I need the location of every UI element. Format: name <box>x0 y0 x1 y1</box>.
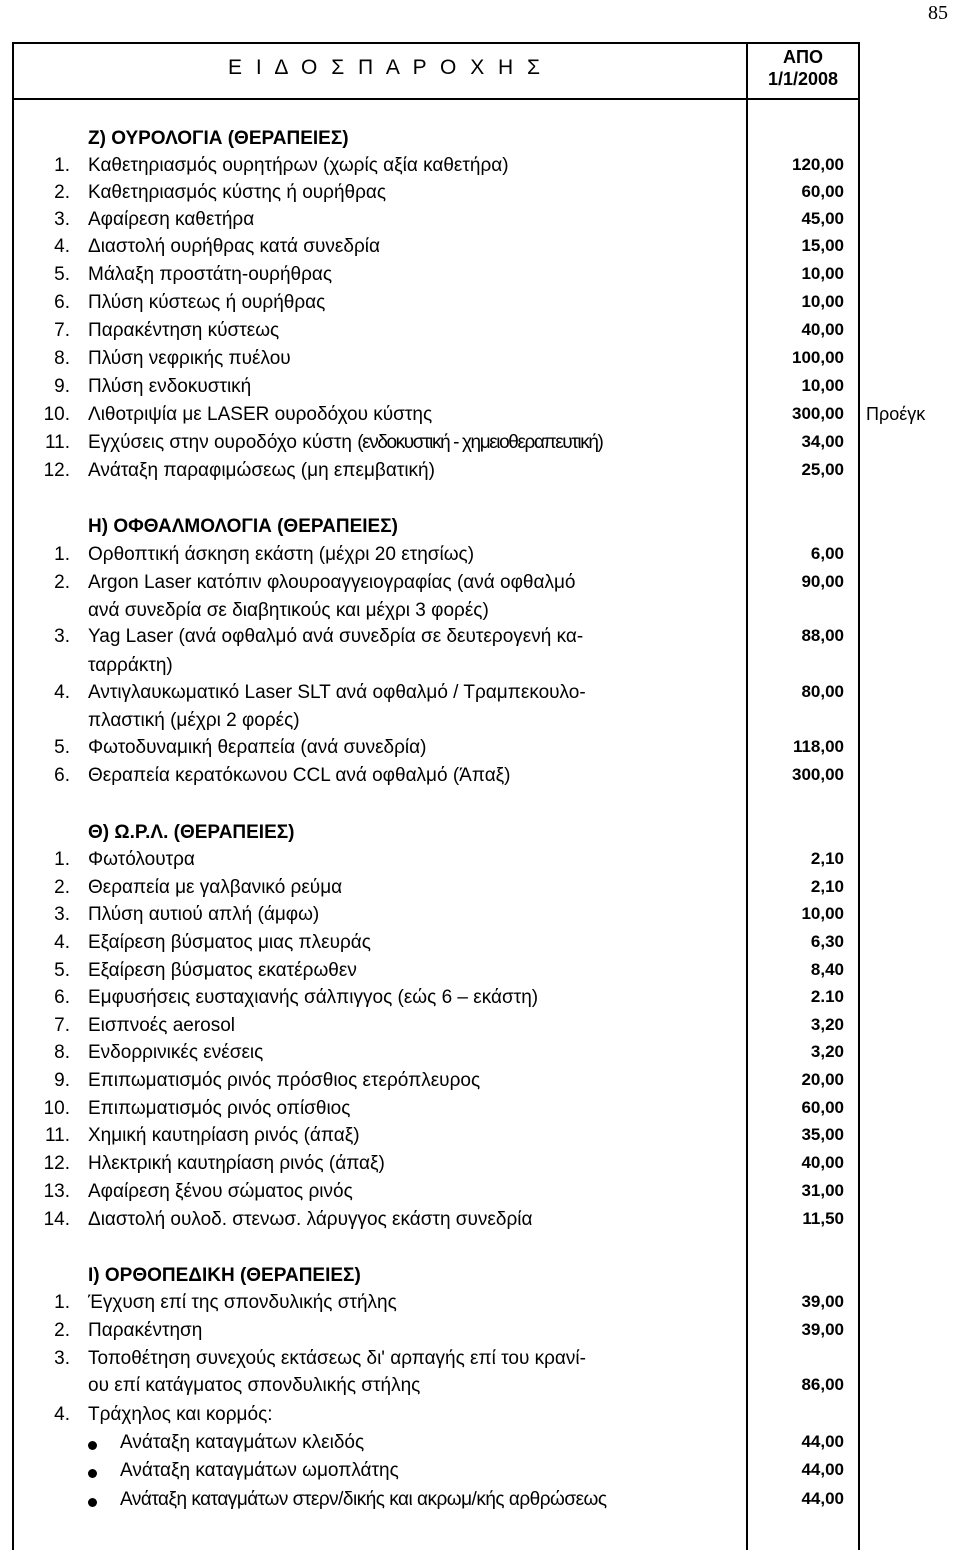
row-number: 5. <box>54 264 70 285</box>
row-value: 44,00 <box>801 1460 844 1479</box>
row-text: Διαστολή ουλοδ. στενωσ. λάρυγγος εκάστη συνεδρία <box>88 1209 533 1230</box>
row-number: 4. <box>54 236 70 257</box>
table-row <box>0 544 960 572</box>
row-value: 86,00 <box>801 1375 844 1394</box>
table-row <box>0 182 960 210</box>
row-value: 10,00 <box>801 376 844 395</box>
row-text-continuation: πλαστική (μέχρι 2 φορές) <box>88 710 300 731</box>
row-text <box>88 432 602 454</box>
row-value: 39,00 <box>801 1320 844 1339</box>
row-value: 44,00 <box>801 1489 844 1508</box>
row-value: 40,00 <box>801 320 844 339</box>
table-row <box>0 209 960 237</box>
row-text: Αφαίρεση καθετήρα <box>88 209 255 230</box>
row-number: 6. <box>54 987 70 1008</box>
row-text: Ορθοπτική άσκηση εκάστη (μέχρι 20 ετησίως) <box>88 544 475 565</box>
row-text: Πλύση αυτιού απλή (άμφω) <box>88 904 320 925</box>
row-value: 60,00 <box>801 182 844 201</box>
table-row <box>0 1432 960 1460</box>
row-value: 60,00 <box>801 1098 844 1117</box>
row-number: 1. <box>54 849 70 870</box>
row-number: 12. <box>43 1153 70 1174</box>
row-text: Διαστολή ουρήθρας κατά συνεδρία <box>88 236 380 257</box>
row-text: Φωτόλουτρα <box>88 849 195 870</box>
table-row <box>0 376 960 404</box>
row-value: 45,00 <box>801 209 844 228</box>
header-title: Ε Ι Δ Ο Σ Π Α Ρ Ο Χ Η Σ <box>228 56 545 79</box>
row-value: 15,00 <box>801 236 844 255</box>
row-value: 39,00 <box>801 1292 844 1311</box>
row-text: Ανάταξη καταγμάτων στερν/δικής και ακρωμ/κής αρθρώσεως <box>120 1489 607 1510</box>
row-text-continuation: ου επί κατάγματος σπονδυλικής στήλης <box>88 1375 421 1396</box>
row-number: 8. <box>54 1042 70 1063</box>
row-text: Χημική καυτηρίαση ρινός (άπαξ) <box>88 1125 360 1146</box>
row-number: 1. <box>54 155 70 176</box>
row-value: 80,00 <box>801 682 844 701</box>
row-text: Επιπωματισμός ρινός οπίσθιος <box>88 1098 351 1119</box>
table-row <box>0 932 960 960</box>
row-text: Πλύση νεφρικής πυέλου <box>88 348 291 369</box>
row-value: 20,00 <box>801 1070 844 1089</box>
header-col-line1: ΑΠΟ <box>783 47 823 67</box>
row-number: 4. <box>54 682 70 703</box>
row-text: Μάλαξη προστάτη-ουρήθρας <box>88 264 333 285</box>
row-number: 4. <box>54 932 70 953</box>
table-row <box>0 348 960 376</box>
row-value: 6,00 <box>810 544 844 563</box>
table-row <box>0 404 960 432</box>
header-divider <box>12 98 860 100</box>
table-row <box>0 236 960 264</box>
row-value: 10,00 <box>801 264 844 283</box>
row-text: Εξαίρεση βύσματος μιας πλευράς <box>88 932 371 953</box>
row-number: 3. <box>54 209 70 230</box>
table-row <box>0 904 960 932</box>
row-text: Εμφυσήσεις ευσταχιανής σάλπιγγος (εώς 6 – εκάστη) <box>88 987 539 1008</box>
row-text: Εξαίρεση βύσματος εκατέρωθεν <box>88 960 357 981</box>
row-number: 7. <box>54 1015 70 1036</box>
row-number: 3. <box>54 1348 70 1369</box>
row-text: Ανάταξη καταγμάτων κλειδός <box>120 1432 365 1453</box>
section-title: Η) ΟΦΘΑΛΜΟΛΟΓΙΑ (ΘΕΡΑΠΕΙΕΣ) <box>88 516 398 537</box>
row-text: Καθετηριασμός ουρητήρων (χωρίς αξία καθετήρα) <box>88 155 509 176</box>
row-value: 2.10 <box>810 987 844 1006</box>
row-number: 12. <box>43 460 70 481</box>
table-row <box>0 1125 960 1153</box>
row-text: Ανάταξη καταγμάτων ωμοπλάτης <box>120 1460 399 1481</box>
row-text-continuation: ταρράκτη) <box>88 655 173 676</box>
row-number: 9. <box>54 1070 70 1091</box>
row-value: 300,00 <box>792 765 844 784</box>
row-text: Yag Laser (ανά οφθαλμό ανά συνεδρία σε δευτερογενή κα- <box>88 626 584 647</box>
row-number: 6. <box>54 765 70 786</box>
row-number: 2. <box>54 877 70 898</box>
row-value: 34,00 <box>801 432 844 451</box>
row-text-main: Εγχύσεις στην ουροδόχο κύστη <box>88 432 352 453</box>
row-number: 8. <box>54 348 70 369</box>
row-value: 11,50 <box>802 1209 844 1228</box>
table-row <box>0 1348 960 1376</box>
row-text: Επιπωματισμός ρινός πρόσθιος ετερόπλευρος <box>88 1070 481 1091</box>
row-value: 6,30 <box>810 932 844 951</box>
row-text: Εισπνοές aerosol <box>88 1015 236 1036</box>
table-row <box>0 432 960 460</box>
row-number: 9. <box>54 376 70 397</box>
row-number: 5. <box>54 737 70 758</box>
page-number: 85 <box>928 2 948 24</box>
row-value: 2,10 <box>810 877 844 896</box>
row-text: Παρακέντηση <box>88 1320 203 1341</box>
row-number: 10. <box>43 1098 70 1119</box>
row-text: Argon Laser κατόπιν φλουροαγγειογραφίας (ανά οφθαλμό <box>88 572 576 593</box>
row-number: 1. <box>54 1292 70 1313</box>
table-row <box>0 264 960 292</box>
row-number: 5. <box>54 960 70 981</box>
bullet-icon <box>88 1469 97 1478</box>
row-value: 100,00 <box>792 348 844 367</box>
table-row <box>0 1404 960 1432</box>
row-number: 3. <box>54 904 70 925</box>
table-row <box>0 572 960 600</box>
bullet-icon <box>88 1498 97 1507</box>
table-row <box>0 320 960 348</box>
row-number: 6. <box>54 292 70 313</box>
header-col-line2: 1/1/2008 <box>767 69 839 89</box>
row-value: 35,00 <box>801 1125 844 1144</box>
row-text-condensed: (ενδοκυστική - χημειοθεραπευτική) <box>357 432 603 453</box>
row-value: 300,00 <box>792 404 844 423</box>
row-number: 1. <box>54 544 70 565</box>
row-number: 11. <box>44 1125 70 1146</box>
table-row <box>0 155 960 183</box>
table-row <box>0 1042 960 1070</box>
row-text: Θεραπεία κερατόκωνου CCL ανά οφθαλμό (Άπαξ) <box>88 765 511 786</box>
table-row <box>0 1015 960 1043</box>
table-row <box>0 1209 960 1237</box>
row-value: 40,00 <box>801 1153 844 1172</box>
table-row <box>0 987 960 1015</box>
table-row <box>0 460 960 488</box>
row-value: 120,00 <box>792 155 844 174</box>
row-number: 14. <box>43 1209 70 1230</box>
row-text: Ανάταξη παραφιμώσεως (μη επεμβατική) <box>88 460 435 481</box>
table-row <box>0 1181 960 1209</box>
table-row <box>0 960 960 988</box>
row-value: 3,20 <box>810 1042 844 1061</box>
row-note: Προέγκ <box>866 404 926 424</box>
row-number: 2. <box>54 572 70 593</box>
section-title: Ι) ΟΡΘΟΠΕΔΙΚΗ (ΘΕΡΑΠΕΙΕΣ) <box>88 1265 361 1286</box>
section-title: Ζ) ΟΥΡΟΛΟΓΙΑ (ΘΕΡΑΠΕΙΕΣ) <box>88 128 349 149</box>
row-text: Έγχυση επί της σπονδυλικής στήλης <box>88 1292 397 1313</box>
row-value: 118,00 <box>792 737 844 756</box>
row-text: Φωτοδυναμική θεραπεία (ανά συνεδρία) <box>88 737 427 758</box>
table-row <box>0 1320 960 1348</box>
table-row <box>0 877 960 905</box>
row-text: Παρακέντηση κύστεως <box>88 320 280 341</box>
row-number: 11. <box>44 432 70 453</box>
bullet-icon <box>88 1441 97 1450</box>
row-number: 13. <box>43 1181 70 1202</box>
row-text: Πλύση κύστεως ή ουρήθρας <box>88 292 326 313</box>
row-number: 2. <box>54 1320 70 1341</box>
row-number: 3. <box>54 626 70 647</box>
table-row <box>0 292 960 320</box>
row-text: Λιθοτριψία με LASER ουροδόχου κύστης <box>88 404 433 425</box>
table-row <box>0 1375 960 1403</box>
row-number: 4. <box>54 1404 70 1425</box>
header-date-column <box>748 46 858 90</box>
table-row <box>0 1460 960 1488</box>
row-text: Τοποθέτηση συνεχούς εκτάσεως δι' αρπαγής επί του κρανί- <box>88 1348 586 1369</box>
row-number: 2. <box>54 182 70 203</box>
row-number: 7. <box>54 320 70 341</box>
row-value: 10,00 <box>801 904 844 923</box>
table-row <box>0 849 960 877</box>
row-text: Ηλεκτρική καυτηρίαση ρινός (άπαξ) <box>88 1153 385 1174</box>
row-value: 44,00 <box>801 1432 844 1451</box>
table-row <box>0 682 960 710</box>
row-text-continuation: ανά συνεδρία σε διαβητικούς και μέχρι 3 φορές) <box>88 600 489 621</box>
table-row <box>0 1153 960 1181</box>
section-title: Θ) Ω.Ρ.Λ. (ΘΕΡΑΠΕΙΕΣ) <box>88 822 295 843</box>
table-row <box>0 1489 960 1517</box>
row-value: 3,20 <box>810 1015 844 1034</box>
table-row <box>0 1292 960 1320</box>
row-value: 8,40 <box>810 960 844 979</box>
row-value: 25,00 <box>801 460 844 479</box>
row-number: 10. <box>43 404 70 425</box>
row-text: Πλύση ενδοκυστική <box>88 376 252 397</box>
row-text: Αφαίρεση ξένου σώματος ρινός <box>88 1181 353 1202</box>
row-text: Ενδορρινικές ενέσεις <box>88 1042 264 1063</box>
row-text: Καθετηριασμός κύστης ή ουρήθρας <box>88 182 387 203</box>
table-row <box>0 737 960 765</box>
row-value: 90,00 <box>801 572 844 591</box>
row-value: 88,00 <box>801 626 844 645</box>
row-value: 2,10 <box>810 849 844 868</box>
row-text: Αντιγλαυκωματικό Laser SLT ανά οφθαλμό / Τραμπεκουλο- <box>88 682 586 703</box>
row-text: Τράχηλος και κορμός: <box>88 1404 273 1425</box>
row-value: 31,00 <box>801 1181 844 1200</box>
table-row <box>0 1098 960 1126</box>
table-row <box>0 1070 960 1098</box>
row-text: Θεραπεία με γαλβανικό ρεύμα <box>88 877 343 898</box>
table-row <box>0 765 960 793</box>
table-row <box>0 626 960 654</box>
row-value: 10,00 <box>801 292 844 311</box>
